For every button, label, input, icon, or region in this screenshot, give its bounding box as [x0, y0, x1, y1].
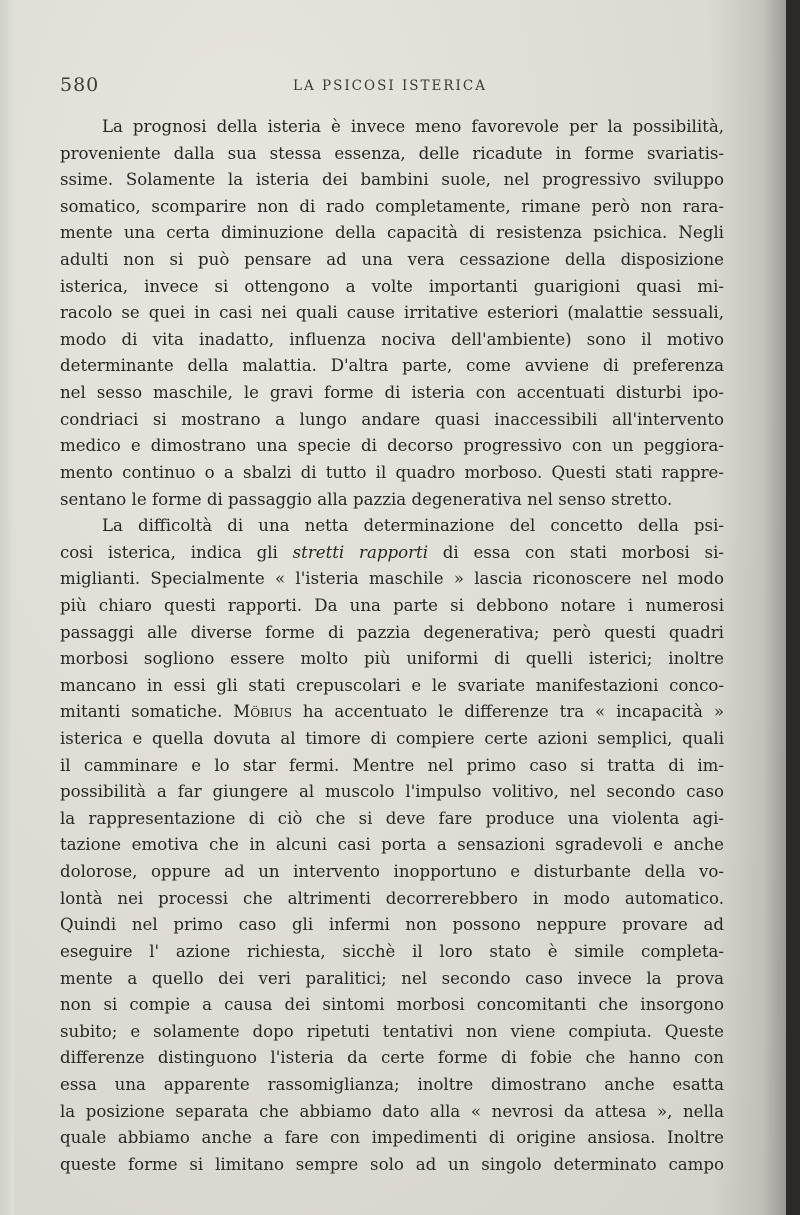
text-line: somatico, scomparire non di rado completamente, rimane però non rara-	[60, 196, 724, 216]
text-line: condriaci si mostrano a lungo andare quasi inaccessibili all'intervento	[60, 409, 724, 429]
text-line: queste forme si limitano sempre solo ad un singolo determinato campo	[60, 1154, 724, 1174]
text-line: isterica, invece si ottengono a volte importanti guarigioni quasi mi-	[60, 276, 724, 296]
text-line: la rappresentazione di ciò che si deve fare produce una violenta agi-	[60, 808, 724, 828]
text-line: racolo se quei in casi nei quali cause irritative esteriori (malattie sessuali,	[60, 303, 724, 323]
text-run: cosi isterica, indica gli	[60, 542, 293, 562]
running-head	[60, 74, 720, 98]
text-line: morbosi sogliono essere molto più uniformi di quelli isterici; inoltre	[60, 649, 724, 669]
text-line: La prognosi della isteria è invece meno favorevole per la possibilità,	[102, 117, 724, 136]
text-run: di essa con stati morbosi si-	[428, 542, 724, 562]
text-line: non si compie a causa dei sintomi morbosi concomitanti che insorgono	[60, 995, 724, 1015]
text-line: passaggi alle diverse forme di pazzia degenerativa; però questi quadri	[60, 622, 724, 642]
text-line: lontà nei processi che altrimenti decorrerebbero in modo automatico.	[60, 888, 724, 908]
text-line: tazione emotiva che in alcuni casi porta a sensazioni sgradevoli e anche	[60, 835, 724, 855]
text-line: mancano in essi gli stati crepuscolari e le svariate manifestazioni conco-	[60, 675, 724, 695]
text-line: modo di vita inadatto, influenza nociva dell'ambiente) sono il motivo	[60, 329, 724, 349]
text-line: subito; e solamente dopo ripetuti tentativi non viene compiuta. Queste	[60, 1021, 724, 1041]
text-line	[60, 540, 724, 567]
text-line: nel sesso maschile, le gravi forme di isteria con accentuati disturbi ipo-	[60, 383, 724, 403]
text-line: miglianti. Specialmente « l'isteria maschile » lascia riconoscere nel modo	[60, 569, 724, 589]
book-page	[14, 0, 786, 1215]
text-line: possibilità a far giungere al muscolo l'impulso volitivo, nel secondo caso	[60, 782, 724, 802]
italic-emphasis: stretti rapporti	[292, 542, 428, 562]
text-line: quale abbiamo anche a fare con impedimenti di origine ansiosa. Inoltre	[60, 1128, 724, 1148]
text-line: ssime. Solamente la isteria dei bambini suole, nel progressivo sviluppo	[60, 170, 724, 190]
text-line: eseguire l' azione richiesta, sicchè il loro stato è simile completa-	[60, 941, 724, 961]
text-line: sentano le forme di passaggio alla pazzia degenerativa nel senso stretto.	[60, 489, 673, 509]
page-number: 580	[60, 74, 100, 96]
text-line: mente una certa diminuzione della capacità di resistenza psichica. Negli	[60, 223, 724, 243]
text-run: mitanti somatiche.	[60, 702, 234, 722]
text-line: adulti non si può pensare ad una vera cessazione della disposizione	[60, 250, 724, 270]
text-line: determinante della malattia. D'altra parte, come avviene di preferenza	[60, 356, 724, 376]
running-title: LA PSICOSI ISTERICA	[293, 78, 487, 94]
text-line: La difficoltà di una netta determinazione del concetto della psi-	[102, 516, 724, 536]
text-line: mente a quello dei veri paralitici; nel secondo caso invece la prova	[60, 968, 724, 988]
text-run: ha accentuato le differenze tra « incapacità »	[292, 702, 725, 722]
text-line: medico e dimostrano una specie di decorso progressivo con un peggiora-	[60, 436, 724, 456]
text-line: la posizione separata che abbiamo dato alla « nevrosi da attesa », nella	[60, 1101, 724, 1121]
author-name-smallcaps: Möbius	[233, 702, 292, 722]
body-text	[60, 114, 724, 1178]
text-line	[60, 699, 724, 726]
text-line: essa una apparente rassomiglianza; inoltre dimostrano anche esatta	[60, 1074, 724, 1094]
text-line: differenze distinguono l'isteria da certe forme di fobie che hanno con	[60, 1048, 724, 1068]
text-line: dolorose, oppure ad un intervento inopportuno e disturbante della vo-	[60, 862, 724, 882]
text-line: proveniente dalla sua stessa essenza, delle ricadute in forme svariatis-	[60, 143, 724, 163]
text-line: il camminare e lo star fermi. Mentre nel primo caso si tratta di im-	[60, 755, 724, 775]
text-line: mento continuo o a sbalzi di tutto il quadro morboso. Questi stati rappre-	[60, 462, 724, 482]
text-line: isterica e quella dovuta al timore di compiere certe azioni semplici, quali	[60, 729, 724, 749]
text-line: Quindi nel primo caso gli infermi non possono neppure provare ad	[60, 915, 724, 935]
text-line: più chiaro questi rapporti. Da una parte si debbono notare i numerosi	[60, 595, 724, 615]
